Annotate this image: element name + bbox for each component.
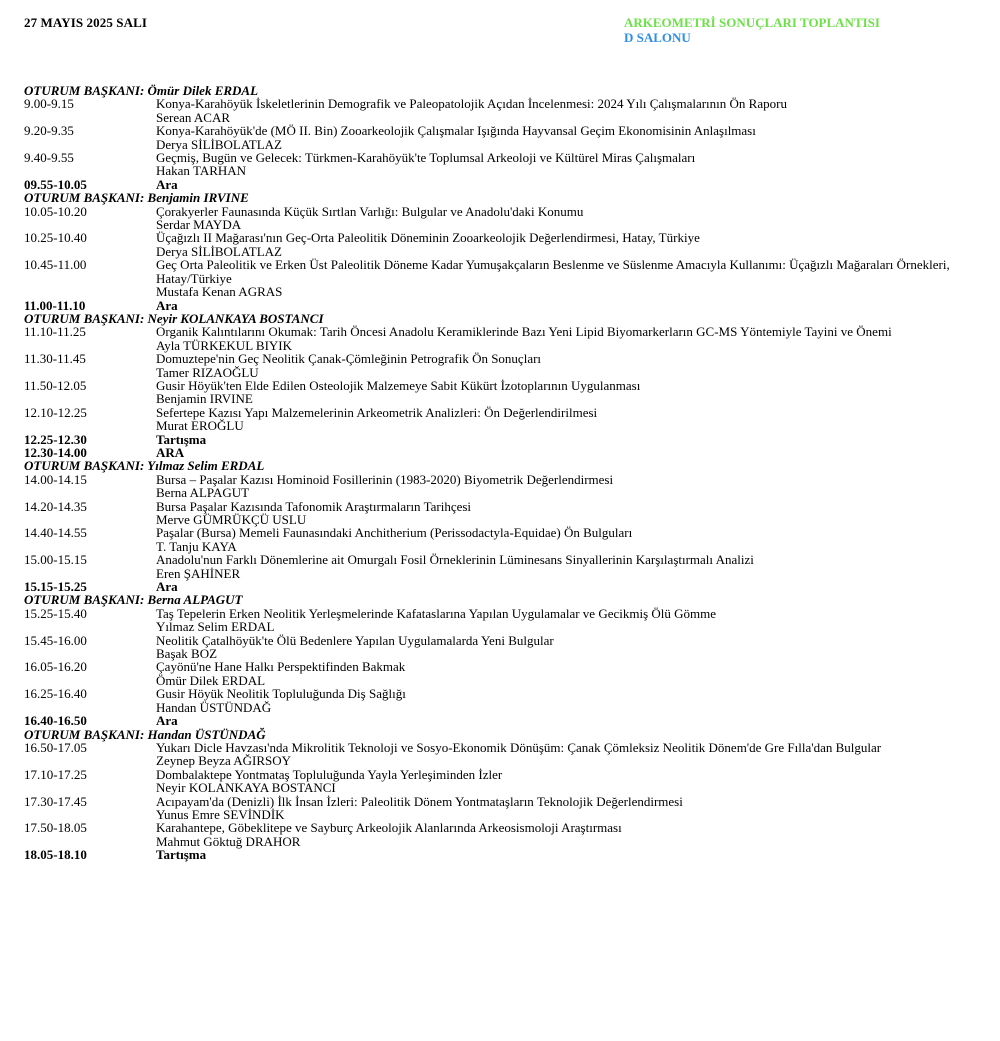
talk-title: Çorakyerler Faunasında Küçük Sırtlan Varlığı: Bulgular ve Anadolu'daki Konumu (156, 203, 584, 219)
time-slot: 17.30-17.45 (24, 793, 87, 809)
talk-title: Dombalaktepe Yontmataş Topluluğunda Yayla Yerleşiminden İzler (156, 766, 503, 782)
time-slot: 17.50-18.05 (24, 820, 87, 836)
talk-title: Paşalar (Bursa) Memeli Faunasındaki Anchitherium (Perissodactyla-Equidae) Ön Bulguları (156, 525, 633, 541)
session-chair (24, 459, 964, 472)
time-slot: 16.25-16.40 (24, 686, 87, 702)
break-row (24, 433, 964, 446)
talk-speaker: Zeynep Beyza AĞIRSOY (156, 753, 292, 769)
talk-row (24, 124, 964, 151)
time-slot: 9.40-9.55 (24, 150, 74, 166)
talk-title: Gusir Höyük'ten Elde Edilen Osteolojik Malzemeye Sabit Kükürt İzotoplarının Uygulanması (156, 377, 641, 393)
time-slot: 11.30-11.45 (24, 351, 86, 367)
talk-title: Neolitik Çatalhöyük'te Ölü Bedenlere Yapılan Uygulamalarda Yeni Bulgular (156, 632, 554, 648)
time-slot: 9.00-9.15 (24, 96, 74, 112)
talk-content (156, 205, 964, 232)
time-slot: 12.25-12.30 (24, 431, 87, 447)
talk-row (24, 205, 964, 232)
talk-content (156, 379, 964, 406)
talk-title: Gusir Höyük Neolitik Topluluğunda Diş Sağlığı (156, 686, 406, 702)
talk-speaker: Eren ŞAHİNER (156, 565, 241, 581)
break-label: Tartışma (156, 847, 207, 863)
talk-title: Organik Kalıntılarını Okumak: Tarih Öncesi Anadolu Keramiklerinde Bazı Yeni Lipid Biyomarkerların GC-MS Yöntemiyle Tayini ve Önemi (156, 324, 892, 340)
break-row (24, 178, 964, 191)
talk-row (24, 660, 964, 687)
session-chair (24, 728, 964, 741)
program-schedule (24, 84, 964, 862)
break-label: Ara (156, 297, 178, 313)
talk-title: Acıpayam'da (Denizli) İlk İnsan İzleri: Paleolitik Dönem Yontmataşların Teknolojik Değerlendirmesi (156, 793, 683, 809)
talk-row (24, 258, 964, 298)
talk-speaker: Yunus Emre SEVİNDİK (156, 806, 285, 822)
talk-speaker: Mahmut Göktuğ DRAHOR (156, 833, 301, 849)
session-chair (24, 593, 964, 606)
talk-row (24, 325, 964, 352)
talk-content (156, 97, 964, 124)
talk-row (24, 795, 964, 822)
time-slot: 14.00-14.15 (24, 471, 87, 487)
session-chair-text: OTURUM BAŞKANI: Ömür Dilek ERDAL (24, 83, 259, 98)
talk-content (156, 258, 964, 298)
session-chair-text: OTURUM BAŞKANI: Berna ALPAGUT (24, 592, 243, 608)
talk-speaker: T. Tanju KAYA (156, 538, 237, 554)
talk-speaker: Başak BOZ (156, 646, 218, 662)
talk-content (156, 634, 964, 661)
talk-content (156, 406, 964, 433)
session-chair (24, 191, 964, 204)
talk-speaker: Serean ACAR (156, 109, 231, 125)
talk-speaker: Benjamin IRVINE (156, 391, 253, 407)
schedule-date: 27 MAYIS 2025 SALI (24, 15, 148, 30)
talk-content (156, 687, 964, 714)
talk-row (24, 231, 964, 258)
talk-row (24, 406, 964, 433)
time-slot: 16.50-17.05 (24, 739, 87, 755)
talk-row (24, 352, 964, 379)
time-slot: 12.30-14.00 (24, 444, 87, 460)
talk-speaker: Serdar MAYDA (156, 217, 242, 233)
break-row (24, 299, 964, 312)
talk-title: Yukarı Dicle Havzası'nda Mikrolitik Teknoloji ve Sosyo-Ekonomik Dönüşüm: Çanak Çömleksiz Neolitik Dönem'de Gre Fılla'dan Bulgular (156, 739, 882, 755)
talk-content (156, 124, 964, 151)
session-chair-text: OTURUM BAŞKANI: Handan ÜSTÜNDAĞ (24, 726, 266, 742)
talk-speaker: Neyir KOLANKAYA BOSTANCI (156, 780, 336, 796)
talk-row (24, 821, 964, 848)
talk-content (156, 660, 964, 687)
break-row (24, 848, 964, 861)
talk-row (24, 553, 964, 580)
session-chair-text: OTURUM BAŞKANI: Neyir KOLANKAYA BOSTANCI (24, 310, 324, 326)
talk-speaker: Murat EROĞLU (156, 418, 244, 434)
talk-row (24, 526, 964, 553)
session-chair (24, 312, 964, 325)
time-slot: 9.20-9.35 (24, 123, 74, 139)
talk-title: Geçmiş, Bugün ve Gelecek: Türkmen-Karahöyük'te Toplumsal Arkeoloji ve Kültürel Miras Çalışmaları (156, 150, 696, 166)
session-chair-text: OTURUM BAŞKANI: Yılmaz Selim ERDAL (24, 458, 265, 474)
talk-row (24, 500, 964, 527)
break-label: Ara (156, 713, 178, 729)
talk-content (156, 795, 964, 822)
time-slot: 10.25-10.40 (24, 230, 87, 246)
talk-title: Çayönü'ne Hane Halkı Perspektifinden Bakmak (156, 659, 406, 675)
talk-speaker: Tamer RIZAOĞLU (156, 364, 259, 380)
time-slot: 09.55-10.05 (24, 176, 87, 192)
talk-speaker: Hakan TARHAN (156, 163, 247, 179)
talk-row (24, 473, 964, 500)
talk-speaker: Ömür Dilek ERDAL (156, 672, 266, 688)
talk-row (24, 634, 964, 661)
talk-content (156, 352, 964, 379)
time-slot: 16.40-16.50 (24, 713, 87, 729)
talk-title: Üçağızlı II Mağarası'nın Geç-Orta Paleolitik Döneminin Zooarkeolojik Değerlendirmesi, Hatay, Türkiye (156, 230, 700, 246)
break-label: Ara (156, 579, 178, 595)
talk-speaker: Derya SİLİBOLATLAZ (156, 136, 282, 152)
session-chair (24, 84, 964, 97)
talk-content (156, 473, 964, 500)
hall-name: D SALONU (624, 30, 691, 45)
talk-speaker: Merve GÜMRÜKÇÜ USLU (156, 512, 307, 527)
talk-title: Karahantepe, Göbeklitepe ve Sayburç Arkeolojik Alanlarında Arkeosismoloji Araştırması (156, 820, 622, 836)
talk-title: Bursa Paşalar Kazısında Tafonomik Araştırmaların Tarihçesi (156, 498, 472, 514)
talk-row (24, 687, 964, 714)
talk-title: Domuztepe'nin Geç Neolitik Çanak-Çömleğinin Petrografik Ön Sonuçları (156, 351, 542, 367)
talk-row (24, 379, 964, 406)
talk-content (156, 526, 964, 553)
talk-content (156, 325, 964, 352)
talk-row (24, 151, 964, 178)
time-slot: 15.45-16.00 (24, 632, 87, 648)
talk-title: Konya-Karahöyük İskeletlerinin Demografik ve Paleopatolojik Açıdan İncelenmesi: 2024 Yılı Çalışmalarının Ön Raporu (156, 96, 787, 112)
break-label: ARA (156, 444, 185, 460)
talk-content (156, 741, 964, 768)
time-slot: 12.10-12.25 (24, 404, 87, 420)
talk-content (156, 151, 964, 178)
talk-row (24, 97, 964, 124)
talk-row (24, 768, 964, 795)
time-slot: 11.50-12.05 (24, 377, 87, 393)
talk-row (24, 741, 964, 768)
time-slot: 14.20-14.35 (24, 498, 87, 514)
talk-title: Sefertepe Kazısı Yapı Malzemelerinin Arkeometrik Analizleri: Ön Değerlendirilmesi (156, 404, 598, 420)
time-slot: 11.10-11.25 (24, 324, 86, 340)
session-chair-text: OTURUM BAŞKANI: Benjamin IRVINE (24, 190, 249, 206)
talk-title: Bursa – Paşalar Kazısı Hominoid Fosillerinin (1983-2020) Biyometrik Değerlendirmesi (156, 471, 614, 487)
meeting-title: ARKEOMETRİ SONUÇLARI TOPLANTISI (624, 15, 880, 30)
talk-speaker: Ayla TÜRKEKUL BIYIK (156, 337, 293, 353)
break-row (24, 580, 964, 593)
time-slot: 15.00-15.15 (24, 552, 87, 568)
talk-content (156, 500, 964, 527)
break-label: Tartışma (156, 431, 207, 447)
talk-row (24, 607, 964, 634)
break-label: Ara (156, 176, 178, 192)
time-slot: 18.05-18.10 (24, 847, 87, 863)
time-slot: 10.05-10.20 (24, 203, 87, 219)
talk-content (156, 231, 964, 258)
talk-content (156, 821, 964, 848)
time-slot: 10.45-11.00 (24, 257, 87, 273)
meeting-header (624, 15, 880, 45)
time-slot: 16.05-16.20 (24, 659, 87, 675)
talk-speaker: Berna ALPAGUT (156, 485, 250, 501)
break-row (24, 714, 964, 727)
talk-title: Konya-Karahöyük'de (MÖ II. Bin) Zooarkeolojik Çalışmalar Işığında Hayvansal Geçim Ekonomisinin Anlaşılması (156, 123, 756, 139)
talk-title: Anadolu'nun Farklı Dönemlerine ait Omurgalı Fosil Örneklerinin Lüminesans Sinyallerinin Karşılaştırmalı Analizi (156, 552, 754, 568)
talk-speaker: Handan ÜSTÜNDAĞ (156, 699, 272, 715)
talk-speaker: Yılmaz Selim ERDAL (156, 619, 275, 635)
talk-content (156, 768, 964, 795)
time-slot: 14.40-14.55 (24, 525, 87, 541)
time-slot: 17.10-17.25 (24, 766, 87, 782)
talk-title: Taş Tepelerin Erken Neolitik Yerleşmelerinde Kafataslarına Yapılan Uygulamalar ve Gecikmiş Ölü Gömme (156, 605, 717, 621)
talk-content (156, 553, 964, 580)
talk-content (156, 607, 964, 634)
talk-speaker: Derya SİLİBOLATLAZ (156, 243, 282, 259)
time-slot: 15.25-15.40 (24, 605, 87, 621)
talk-title: Geç Orta Paleolitik ve Erken Üst Paleolitik Döneme Kadar Yumuşakçaların Beslenme ve Süslenme Amacıyla Kullanımı: Üçağızlı Mağaraları Örnekleri, Hatay/Türkiye (156, 257, 950, 286)
break-row (24, 446, 964, 459)
time-slot: 11.00-11.10 (24, 297, 86, 313)
talk-speaker: Mustafa Kenan AGRAS (156, 284, 283, 300)
time-slot: 15.15-15.25 (24, 579, 87, 595)
